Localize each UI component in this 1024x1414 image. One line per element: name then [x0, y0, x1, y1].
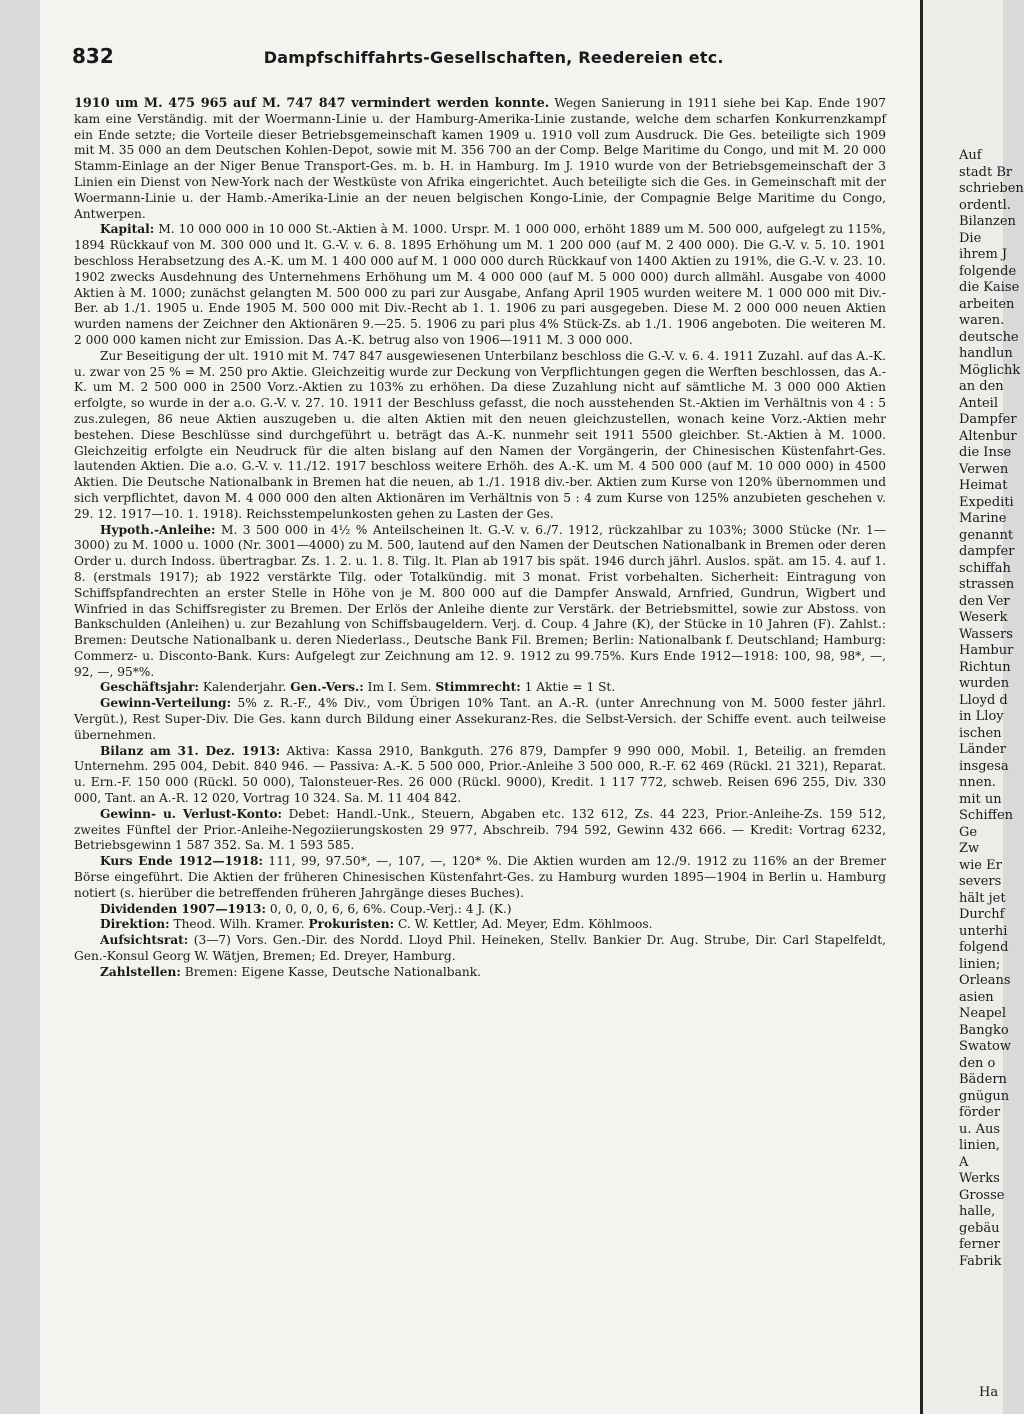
zahlstellen-paragraph	[74, 965, 886, 981]
guv-text: Debet: Handl.-Unk., Steuern, Abgaben etc. 132 612, Zs. 44 223, Prior.-Anleihe-Zs. 159 512, zweites Fünftel der Prior.-Anleihe-Negoziierungskosten 29 977, Abschreib. 794 592, Gewinn 432 666. — Kredit: Vortrag 6232, Betriebsgewinn 1 587 352. Sa. M. 1 593 585.	[74, 806, 887, 853]
document-page	[40, 0, 920, 1414]
hypoth-label: Hypoth.-Anleihe:	[100, 522, 216, 537]
adjacent-page-line: u. Aus	[959, 1121, 1001, 1137]
prokuristen-text: C. W. Kettler, Ad. Meyer, Edm. Köhlmoos.	[394, 917, 653, 932]
adjacent-page-line: Richtun	[959, 659, 1011, 675]
adjacent-page-line: an den	[959, 379, 1004, 394]
direktion-paragraph	[74, 917, 886, 933]
adjacent-page-line: folgende	[959, 263, 1017, 279]
adjacent-page-line: schiffah	[959, 560, 1011, 576]
adjacent-page-line: Wassers	[959, 626, 1013, 642]
kapital-label: Kapital:	[100, 222, 155, 237]
adjacent-page-line: Verwen	[959, 461, 1009, 477]
adjacent-page-line: Zw	[959, 841, 980, 856]
adjacent-page-line: A	[959, 1154, 969, 1170]
adjacent-page-line: förder	[959, 1105, 1001, 1120]
guv-paragraph	[74, 807, 886, 854]
gewinn-paragraph	[74, 696, 886, 743]
aufsicht-text: (3—7) Vors. Gen.-Dir. des Nordd. Lloyd Phil. Heineken, Stellv. Bankier Dr. Aug. Strube, Dir. Carl Stapelfeldt, Gen.-Konsul Georg W. Wätjen, Bremen; Ed. Dreyer, Hamburg.	[74, 933, 886, 964]
adjacent-page-line: ferner	[959, 1237, 1000, 1252]
gj-text: Kalenderjahr.	[199, 680, 291, 695]
div-text: 0, 0, 0, 0, 6, 6, 6%. Coup.-Verj.: 4 J. (K.)	[265, 901, 512, 916]
adjacent-page-line: ischen	[959, 725, 1002, 741]
adjacent-page-line: insgesa	[959, 758, 1009, 774]
adjacent-page-line: die Kaise	[959, 280, 1020, 295]
adjacent-page-line: Auf	[959, 148, 982, 163]
adjacent-page-line: Orleans	[959, 973, 1011, 988]
adjacent-page-line: genannt	[959, 527, 1014, 543]
adjacent-page-line: stadt Br	[959, 164, 1013, 180]
kurs-paragraph	[74, 854, 886, 901]
adjacent-page-line: Grosse	[959, 1187, 1005, 1203]
adjacent-page-strip	[920, 0, 1024, 1414]
aufsicht-label: Aufsichtsrat:	[100, 933, 189, 948]
adjacent-page-line: Altenbur	[959, 428, 1017, 444]
adjacent-page-line: Durchf	[959, 907, 1005, 922]
page-number: 832	[72, 44, 114, 68]
adjacent-page-fragments	[923, 148, 1024, 1270]
geschaeftsjahr-paragraph	[74, 680, 886, 696]
adjacent-page-line: waren.	[959, 313, 1005, 328]
adjacent-page-line: den Ver	[959, 593, 1010, 609]
kapital-paragraph	[74, 222, 886, 348]
zahl-label: Zahlstellen:	[100, 964, 181, 979]
adjacent-page-footer: Ha	[979, 1385, 999, 1400]
kurs-text: 111, 99, 97.50*, —, 107, —, 120* %. Die Aktien wurden am 12./9. 1912 zu 116% an der Bremer Börse eingeführt. Die Aktien der früheren Chinesischen Küstenfahrt-Ges. zu Hamburg wurden 1895—1904 in Berlin u. Hamburg notiert (s. hierüber die betreffenden früheren Jahrgänge dieses Buches).	[74, 854, 886, 900]
adjacent-page-line: den o	[959, 1055, 996, 1071]
adjacent-page-line: Marine	[959, 511, 1007, 526]
adjacent-page-line: Weserk	[959, 610, 1008, 625]
div-label: Dividenden 1907—1913:	[100, 901, 266, 916]
adjacent-page-line: Anteil	[959, 395, 998, 411]
gj-label: Geschäftsjahr:	[100, 680, 200, 695]
adjacent-page-line: Neapel	[959, 1006, 1006, 1021]
adjacent-page-line: wurden	[959, 676, 1010, 691]
adjacent-page-line: ihrem J	[959, 247, 1008, 262]
adjacent-page-line: die Inse	[959, 445, 1012, 460]
bilanz-text: Aktiva: Kassa 2910, Bankguth. 276 879, Dampfer 9 990 000, Mobil. 1, Beteilig. an fremden Unternehm. 295 004, Debit. 840 946. — Passiva: A.-K. 5 500 000, Prior.-Anleihe 3 500 000, R.-F. 62 469 (Rückl. 21 321), Reparat. u. Ern.-F. 150 000 (Rückl. 50 000), Talonsteuer-Res. 26 000 (Rückl. 9000), Kredit. 1 117 772, schweb. Reisen 696 255, Div. 330 000, Tant. an A.-R. 12 020, Vortrag 10 324. Sa. M. 11 404 842.	[74, 743, 886, 806]
adjacent-page-line: folgend	[959, 940, 1009, 955]
adjacent-page-line: Werks	[959, 1171, 1000, 1186]
stimm-text: 1 Aktie = 1 St.	[520, 680, 616, 695]
adjacent-page-line: Die	[959, 230, 982, 246]
kurs-label: Kurs Ende 1912—1918:	[100, 854, 264, 869]
adjacent-page-line: ordentl.	[959, 197, 1011, 213]
direktion-label: Direktion:	[100, 917, 170, 932]
adjacent-page-line: Heimat	[959, 478, 1008, 493]
adjacent-page-line: linien;	[959, 956, 1001, 972]
aufsichtsrat-paragraph	[74, 933, 886, 965]
adjacent-page-line: Swatow	[959, 1039, 1011, 1054]
gv-text: Im I. Sem.	[363, 680, 436, 695]
adjacent-page-line: mit un	[959, 791, 1002, 807]
gv-label: Gen.-Vers.:	[290, 680, 364, 695]
kapital-text: M. 10 000 000 in 10 000 St.-Aktien à M. 1000. Urspr. M. 1 000 000, erhöht 1889 um M. 500 000, aufgelegt zu 115%, 1894 Rückkauf von M. 300 000 und lt. G.-V. v. 6. 8. 1895 Erhöhung um M. 1 200 000 (auf M. 2 400 000). Die G.-V. v. 5. 10. 1901 beschloss Herabsetzung des A.-K. um M. 1 400 000 auf M. 1 000 000 durch Rückkauf von 1400 Aktien zu 191%, die G.-V. v. 23. 10. 1902 zwecks Ausdehnung des Unternehmens Erhöhung um M. 4 000 000 (auf M. 5 000 000) durch allmähl. Ausgabe von 4000 Aktien à M. 1000; zunächst gelangten M. 500 000 zu pari zur Ausgabe, Anfang April 1905 wurden weitere M. 1 000 000 mit Div.-Ber. ab 1./1. 1905 u. Ende 1905 M. 500 000 mit Div.-Recht ab 1. 1. 1906 zu pari ausgegeben. Diese M. 2 000 000 neuen Aktien wurden namens der Zeichner den Aktionären 9.—25. 5. 1906 zu pari plus 4% Stück-Zs. ab 1./1. 1906 angeboten. Die weiteren M. 2 000 000 kamen nicht zur Emission. Das A.-K. betrug also von 1906—1911 M. 3 000 000.	[74, 222, 886, 347]
article-body	[74, 96, 886, 981]
hypoth-paragraph	[74, 523, 886, 681]
adjacent-page-line: gebäu	[959, 1220, 1000, 1236]
adjacent-page-line: gnügun	[959, 1088, 1010, 1104]
page-header	[72, 44, 892, 70]
adjacent-page-line: unterhi	[959, 923, 1008, 939]
adjacent-page-line: linien,	[959, 1138, 1001, 1153]
direktion-text: Theod. Wilh. Kramer.	[169, 917, 309, 932]
zuzahlung-paragraph: Zur Beseitigung der ult. 1910 mit M. 747 847 ausgewiesenen Unterbilanz beschloss die G.-V. v. 6. 4. 1911 Zuzahl. auf das A.-K. u. zwar von 25 % = M. 250 pro Aktie. Gleichzeitig wurde zur Deckung von Verpflichtungen gegen die Werften beschlossen, das A.-K. um M. 2 500 000 in 2500 Vorz.-Aktien zu 103% zu erhöhen. Da diese Zuzahlung nicht auf sämtliche M. 3 000 000 Aktien erfolgte, so wurde in der a.o. G.-V. v. 27. 10. 1911 der Beschluss gefasst, die noch ausstehenden St.-Aktien im Verhältnis von 4 : 5 zus.zulegen, 86 neue Aktien auszugeben u. die alten Aktien mit den neuen gleichzustellen, wonach keine Vorz.-Aktien mehr bestehen. Diese Beschlüsse sind durchgeführt u. beträgt das A.-K. nunmehr seit 1911 5500 gleichber. St.-Aktien à M. 1000. Gleichzeitig erfolgte ein Neudruck für die alten bislang auf den Namen der Vorgängerin, der Chinesischen Küstenfahrt-Ges. lautenden Aktien. Die a.o. G.-V. v. 11./12. 1917 beschloss weitere Erhöh. des A.-K. um M. 4 500 000 (auf M. 10 000 000) in 4500 Aktien. Die Deutsche Nationalbank in Bremen hat die neuen, ab 1./1. 1918 div.-ber. Aktien zum Kurse von 120% übernommen und sich verpflichtet, davon M. 4 000 000 den alten Aktionären im Verhältnis von 5 : 4 zum Kurse von 125% anzubieten geschehen v. 29. 12. 1917—10. 1. 1918). Reichsstempelunkosten gehen zu Lasten der Ges.	[74, 348, 886, 521]
adjacent-page-line: Fabrik	[959, 1253, 1002, 1269]
adjacent-page-line: schrieben	[959, 181, 1024, 196]
adjacent-page-line: Schiffen	[959, 808, 1014, 823]
stimm-label: Stimmrecht:	[435, 680, 521, 695]
prokuristen-label: Prokuristen:	[308, 917, 395, 932]
intro-bold: 1910 um M. 475 965 auf M. 747 847 vermindert werden konnte.	[74, 96, 550, 111]
adjacent-page-line: hält jet	[959, 890, 1006, 906]
adjacent-page-line: arbeiten	[959, 296, 1015, 312]
gewinn-label: Gewinn-Verteilung:	[100, 696, 232, 711]
adjacent-page-line: strassen	[959, 577, 1015, 592]
adjacent-page-line: deutsche	[959, 329, 1019, 345]
intro-paragraph	[74, 96, 886, 222]
zahl-text: Bremen: Eigene Kasse, Deutsche Nationalbank.	[180, 964, 481, 979]
dividenden-paragraph	[74, 902, 886, 918]
adjacent-page-line: Länder	[959, 742, 1006, 757]
adjacent-page-line: Bilanzen	[959, 214, 1016, 229]
bilanz-paragraph	[74, 744, 886, 807]
adjacent-page-line: Bädern	[959, 1072, 1007, 1087]
adjacent-page-line: handlun	[959, 346, 1013, 361]
adjacent-page-line: Lloyd d	[959, 692, 1008, 708]
hypoth-text: M. 3 500 000 in 4½ % Anteilscheinen lt. G.-V. v. 6./7. 1912, rückzahlbar zu 103%; 3000 Stücke (Nr. 1—3000) zu M. 1000 u. 1000 (Nr. 3001—4000) zu M. 500, lautend auf den Namen der Deutschen Nationalbank in Bremen oder deren Order u. durch Indoss. übertragbar. Zs. 1. 2. u. 1. 8. Tilg. lt. Plan ab 1917 bis spät. 1946 durch jährl. Auslos. spät. am 15. 4. auf 1. 8. (erstmals 1917); ab 1922 verstärkte Tilg. oder Totalkündig. mit 3 monat. Frist vorbehalten. Sicherheit: Eintragung von Schiffspfandrechten an erster Stelle in Höhe von je M. 800 000 auf die Dampfer Answald, Arnfried, Gundrun, Wigbert und Winfried in das Schiffsregister zu Bremen. Der Erlös der Anleihe diente zur Verstärk. der Betriebsmittel, sowie zur Abstoss. von Bankschulden (Anleihen) u. zur Bezahlung von Schiffsbaugeldern. Verj. d. Coup. 4 Jahre (K), der Stücke in 10 Jahren (F). Zahlst.: Bremen: Deutsche Nationalbank u. deren Niederlass., Deutsche Bank Fil. Bremen; Berlin: Nationalbank f. Deutschland; Hamburg: Commerz- u. Disconto-Bank. Kurs: Aufgelegt zur Zeichnung am 12. 9. 1912 zu 99.75%. Kurs Ende 1912—1918: 100, 98, 98*, —, 92, —, 95*%.	[74, 522, 886, 679]
adjacent-page-line: Expediti	[959, 494, 1014, 510]
adjacent-page-line: Bangko	[959, 1022, 1009, 1038]
adjacent-page-line: halle,	[959, 1204, 996, 1219]
adjacent-page-line: severs	[959, 874, 1002, 889]
adjacent-page-line: nnen.	[959, 775, 996, 790]
gewinn-text: 5% z. R.-F., 4% Div., vom Übrigen 10% Tant. an A.-R. (unter Anrechnung von M. 5000 fester jährl. Vergüt.), Rest Super-Div. Die Ges. kann durch Bildung einer Assekuranz-Res. die Selbst-Versich. der Schiffe event. auch teilweise übernehmen.	[74, 696, 886, 742]
guv-label: Gewinn- u. Verlust-Konto:	[100, 806, 283, 821]
adjacent-page-line: Möglichk	[959, 362, 1021, 378]
adjacent-page-line: dampfer	[959, 544, 1015, 559]
adjacent-page-line: Dampfer	[959, 412, 1017, 427]
adjacent-page-line: Ge	[959, 824, 978, 840]
adjacent-page-line: in Lloy	[959, 709, 1004, 724]
bilanz-label: Bilanz am 31. Dez. 1913:	[100, 743, 281, 758]
running-head: Dampfschiffahrts-Gesellschaften, Reedereien etc.	[263, 48, 724, 67]
adjacent-page-line: asien	[959, 989, 994, 1005]
intro-text: Wegen Sanierung in 1911 siehe bei Kap. Ende 1907 kam eine Verständig. mit der Woermann-Linie u. der Hamburg-Amerika-Linie zustande, welche dem scharfen Konkurrenzkampf ein Ende setzte; die Vorteile dieser Betriebsgemeinschaft kamen 1909 u. 1910 voll zum Ausdruck. Die Ges. beteiligte sich 1909 mit M. 35 000 an dem Deutschen Kohlen-Depot, sowie mit M. 356 700 an der Comp. Belge Maritime du Congo, und mit M. 20 000 Stamm-Einlage an der Niger Benue Transport-Ges. m. b. H. in Hamburg. Im J. 1910 wurde von der Betriebsgemeinschaft der 3 Linien ein Dienst von New-York nach der Westküste von Afrika eingerichtet. Auch beteiligte sich die Ges. in Gemeinschaft mit der Woermann-Linie u. der Hamb.-Amerika-Linie an der neuen belgischen Kongo-Linie, der Compagnie Belge Maritime du Congo, Antwerpen.	[74, 96, 886, 221]
adjacent-page-line: Hambur	[959, 643, 1014, 658]
adjacent-page-line: wie Er	[959, 857, 1002, 873]
